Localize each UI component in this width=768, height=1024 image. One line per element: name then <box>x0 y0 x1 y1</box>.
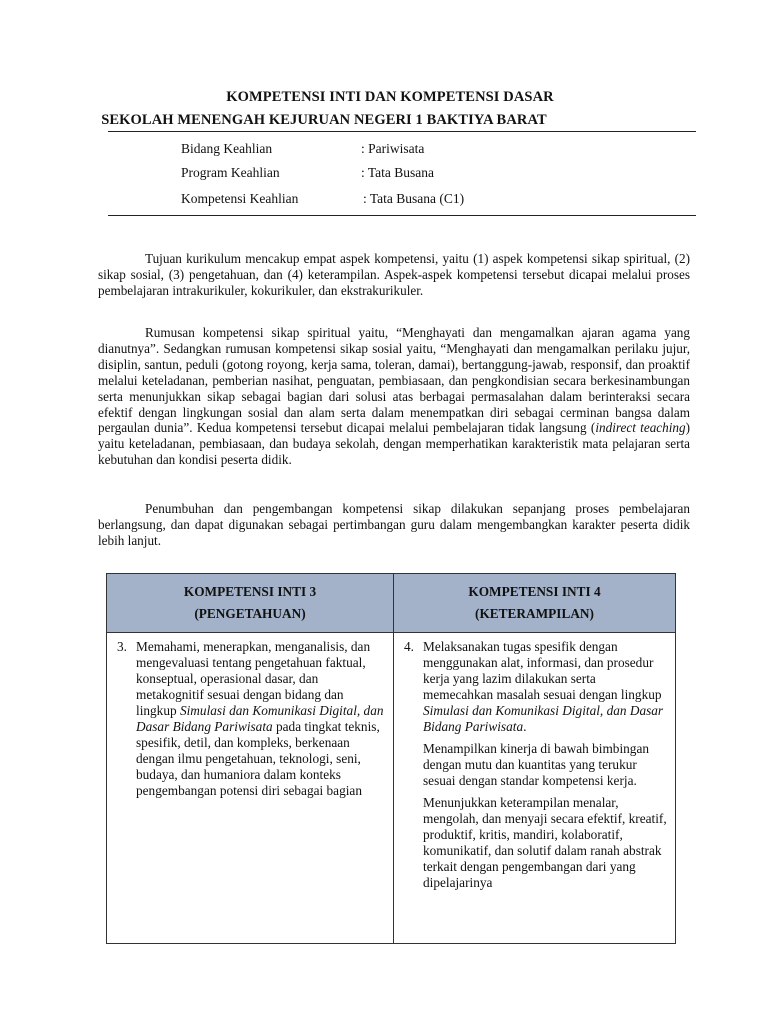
info-value: : Tata Busana <box>361 165 435 180</box>
ki4-item <box>402 639 669 735</box>
paragraph-tujuan-kurikulum: Tujuan kurikulum mencakup empat aspek kompetensi, yaitu (1) aspek kompetensi sikap spiritual, (2) sikap sosial, (3) pengetahuan, dan (4) keterampilan. Aspek-aspek kompetensi tersebut dicapai melalui proses pembelajaran intrakurikuler, kokurikuler, dan ekstrakurikuler. <box>98 251 690 298</box>
table-header-row <box>107 574 676 633</box>
paragraph-penumbuhan: Penumbuhan dan pengembangan kompetensi sikap dilakukan sepanjang proses pembelajaran berlangsung, dan dapat digunakan sebagai pertimbangan guru dalam mengembangkan karakter peserta didik lebih lanjut. <box>98 501 690 548</box>
header-ki3 <box>107 574 394 633</box>
cell-ki4 <box>394 633 676 944</box>
header-ki3-title: KOMPETENSI INTI 3 <box>183 584 317 599</box>
paragraph-text: ) yaitu keteladanan, pembiasaan, dan budaya sekolah, dengan memperhatikan karakteristik mata pelajaran serta kebutuhan dan kondisi peserta didik. <box>98 420 691 468</box>
item-number: 3. <box>117 639 127 654</box>
info-value: : Pariwisata <box>361 141 425 156</box>
ki4-subparagraph: Menampilkan kinerja di bawah bimbingan dengan mutu dan kuantitas yang terukur sesuai dengan standar kompetensi kerja. <box>423 741 649 788</box>
item-italic: Simulasi dan Komunikasi Digital, dan Dasar Bidang Pariwisata <box>423 703 664 734</box>
header-ki4-title: KOMPETENSI INTI 4 <box>468 584 601 599</box>
info-label: Program Keahlian <box>181 165 280 180</box>
item-number: 4. <box>404 639 414 654</box>
item-text: Memahami, menerapkan, menganalisis, dan mengevaluasi tentang pengetahuan faktual, konseptual, operasional dasar, dan metakognitif sesuai dengan bidang dan lingkup <box>136 639 371 718</box>
item-text: . <box>523 719 527 734</box>
ki4-subparagraph: Menunjukkan keterampilan menalar, mengolah, dan menyaji secara efektif, kreatif, produktif, kritis, mandiri, kolaboratif, komunikatif, dan solutif dalam ranah abstrak terkait dengan pengembangan dari yang dipelajarinya <box>423 795 667 890</box>
bottom-divider <box>108 215 696 216</box>
kompetensi-inti-table <box>106 573 676 944</box>
table-row <box>107 633 676 944</box>
italic-term: indirect teaching <box>595 420 686 436</box>
top-divider <box>108 131 696 132</box>
school-name-title: SEKOLAH MENENGAH KEJURUAN NEGERI 1 BAKTIYA BARAT <box>101 112 547 128</box>
item-text: pada tingkat teknis, spesifik, detil, dan kompleks, berkenaan dengan ilmu pengetahuan, teknologi, seni, budaya, dan humaniora dalam konteks pengembangan potensi diri sebagai bagian <box>136 719 380 798</box>
item-italic: Simulasi dan Komunikasi Digital, dan Dasar Bidang Pariwisata <box>136 703 384 734</box>
info-label: Kompetensi Keahlian <box>181 191 299 206</box>
paragraph-rumusan-kompetensi <box>98 325 690 468</box>
paragraph-text: Rumusan kompetensi sikap spiritual yaitu, “Menghayati dan mengamalkan ajaran agama yang dianutnya”. Sedangkan rumusan kompetensi sikap sosial yaitu, “Menghayati dan mengamalkan perilaku jujur, disiplin, santun, peduli (gotong royong, kerja sama, toleran, damai), bertanggung-jawab, responsif, dan proaktif melalui keteladanan, pemberian nasihat, penguatan, pembiasaan, dan pengkondisian secara berkesinambungan serta menunjukkan sikap sebagai bagian dari solusi atas berbagai permasalahan dalam berinteraksi secara efektif dengan lingkungan sosial dan alam serta dalam menempatkan diri sebagai cerminan bangsa dalam pergaulan dunia”. Kedua kompetensi tersebut dicapai melalui pembelajaran tidak langsung ( <box>98 325 690 436</box>
ki3-item <box>115 639 387 799</box>
info-label: Bidang Keahlian <box>181 141 273 156</box>
header-ki4-subtitle: (KETERAMPILAN) <box>475 606 594 621</box>
cell-ki3 <box>107 633 394 944</box>
document-title: KOMPETENSI INTI DAN KOMPETENSI DASAR <box>226 89 554 105</box>
header-ki4 <box>394 574 676 633</box>
header-ki3-subtitle: (PENGETAHUAN) <box>194 606 306 621</box>
item-text: Melaksanakan tugas spesifik dengan menggunakan alat, informasi, dan prosedur kerja yang lazim dilakukan serta memecahkan masalah sesuai dengan lingkup <box>423 639 662 702</box>
info-value: : Tata Busana (C1) <box>363 191 465 206</box>
